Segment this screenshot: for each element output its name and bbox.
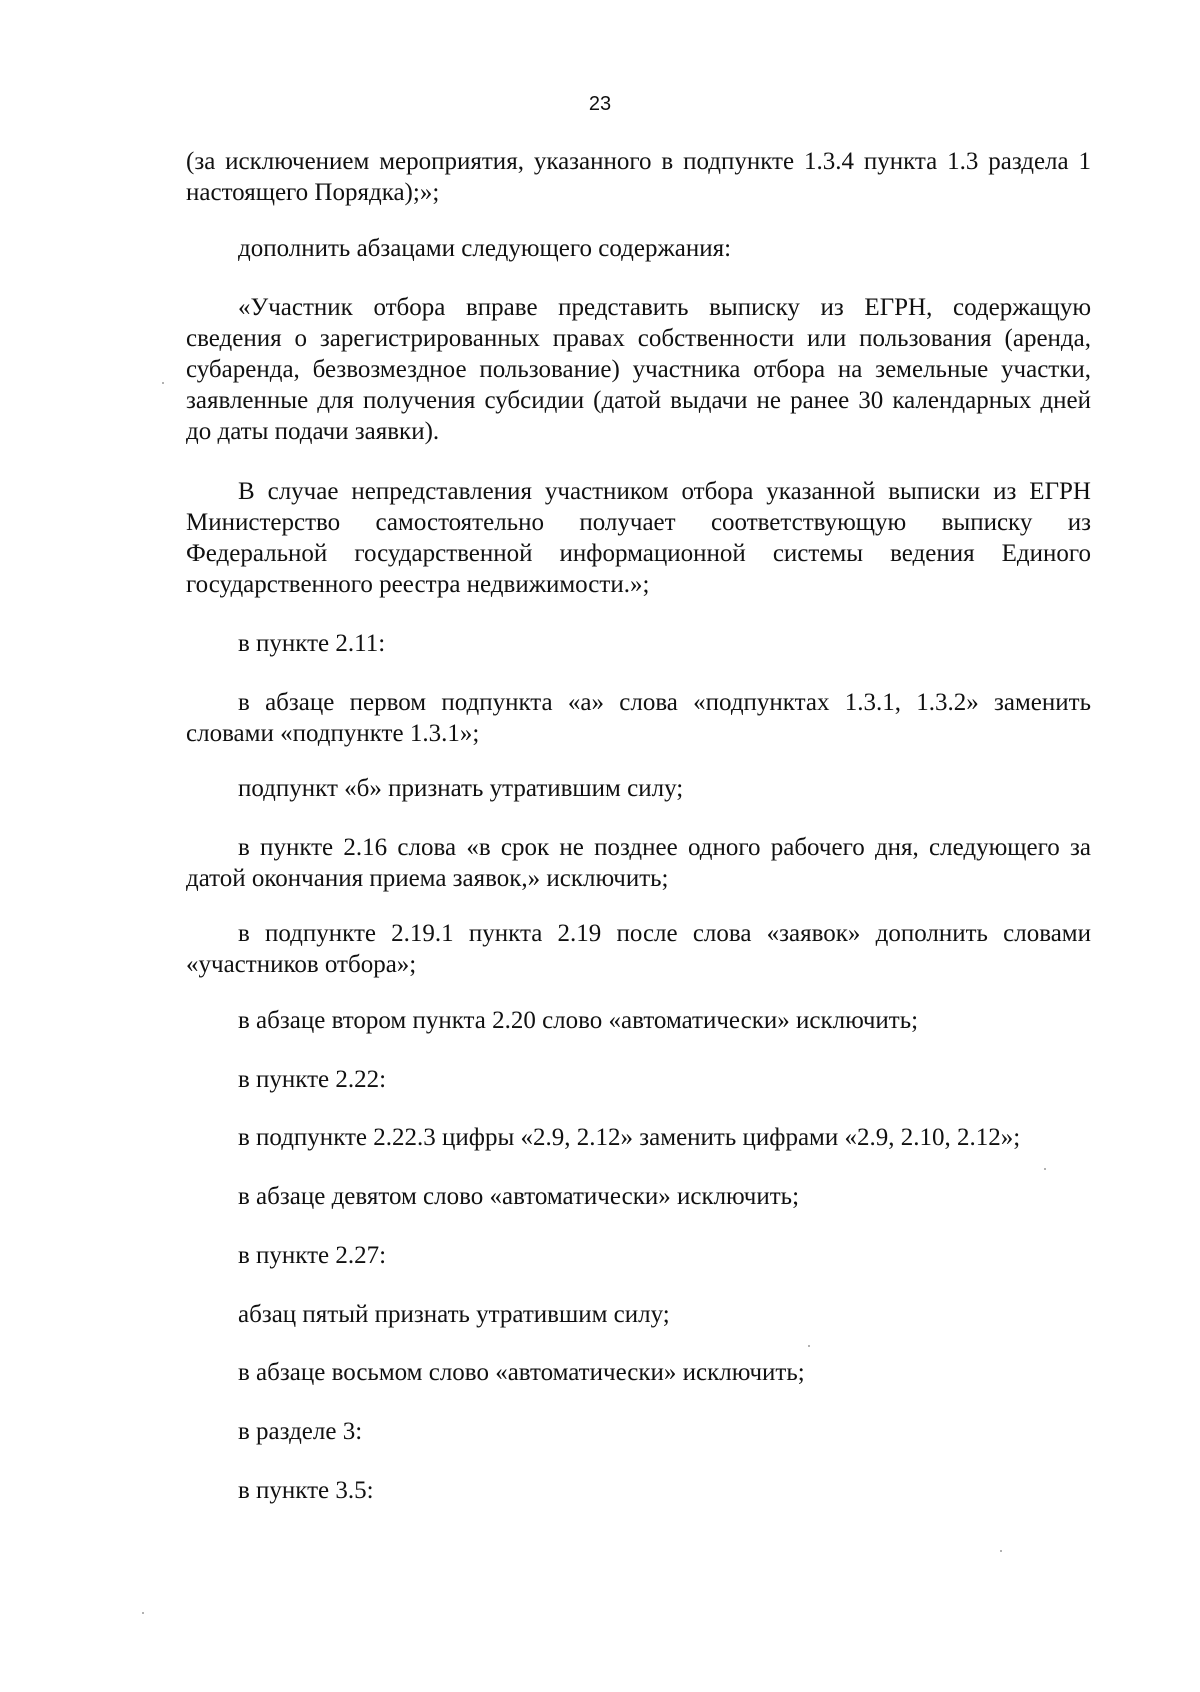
paragraph-section-3: в разделе 3:	[238, 1418, 363, 1445]
paragraph-subitem-b: подпункт «б» признать утратившим силу;	[238, 775, 684, 802]
paragraph-subitem-2-22-3: в подпункте 2.22.3 цифры «2.9, 2.12» заменить цифрами «2.9, 2.10, 2.12»;	[238, 1124, 1021, 1151]
scan-speck	[808, 1345, 810, 1347]
paragraph-ministry-request: В случае непредставления участником отбора указанной выписки из ЕГРН Министерство самостоятельно получает соответствующую выписку из Федеральной государственной информационной системы ведения Единого государственного реестра недвижимости.»;	[186, 478, 1091, 598]
paragraph-item-3-5: в пункте 3.5:	[238, 1477, 374, 1504]
paragraph-item-2-20: в абзаце втором пункта 2.20 слово «автоматически» исключить;	[238, 1007, 919, 1034]
paragraph-item-2-27: в пункте 2.27:	[238, 1242, 387, 1269]
scan-speck	[1000, 1550, 1002, 1552]
page-number: 23	[588, 93, 612, 115]
scan-speck	[162, 382, 164, 384]
paragraph-ninth-abzac: в абзаце девятом слово «автоматически» исключить;	[238, 1183, 800, 1210]
paragraph-item-2-22: в пункте 2.22:	[238, 1066, 387, 1093]
paragraph-amend-intro: дополнить абзацами следующего содержания:	[238, 235, 732, 262]
paragraph-continuation: (за исключением мероприятия, указанного в подпункте 1.3.4 пункта 1.3 раздела 1 настоящего Порядка);»;	[186, 148, 1091, 206]
paragraph-eighth-abzac: в абзаце восьмом слово «автоматически» исключить;	[238, 1359, 805, 1386]
paragraph-item-2-16: в пункте 2.16 слова «в срок не позднее одного рабочего дня, следующего за датой окончания приема заявок,» исключить;	[186, 834, 1091, 892]
paragraph-item-2-11: в пункте 2.11:	[238, 630, 386, 657]
paragraph-subitem-a: в абзаце первом подпункта «а» слова «подпунктах 1.3.1, 1.3.2» заменить словами «подпункте 1.3.1»;	[186, 689, 1091, 747]
paragraph-fifth-abzac: абзац пятый признать утратившим силу;	[238, 1301, 670, 1328]
scan-speck	[1044, 1168, 1046, 1170]
paragraph-participant-right: «Участник отбора вправе представить выписку из ЕГРН, содержащую сведения о зарегистрированных правах собственности или пользования (аренда, субаренда, безвозмездное пользование) участника отбора на земельные участки, заявленные для получения субсидии (датой выдачи не ранее 30 календарных дней до даты подачи заявки).	[186, 294, 1091, 445]
paragraph-item-2-19: в подпункте 2.19.1 пункта 2.19 после слова «заявок» дополнить словами «участников отбора»;	[186, 920, 1091, 978]
scan-speck	[142, 1612, 144, 1614]
